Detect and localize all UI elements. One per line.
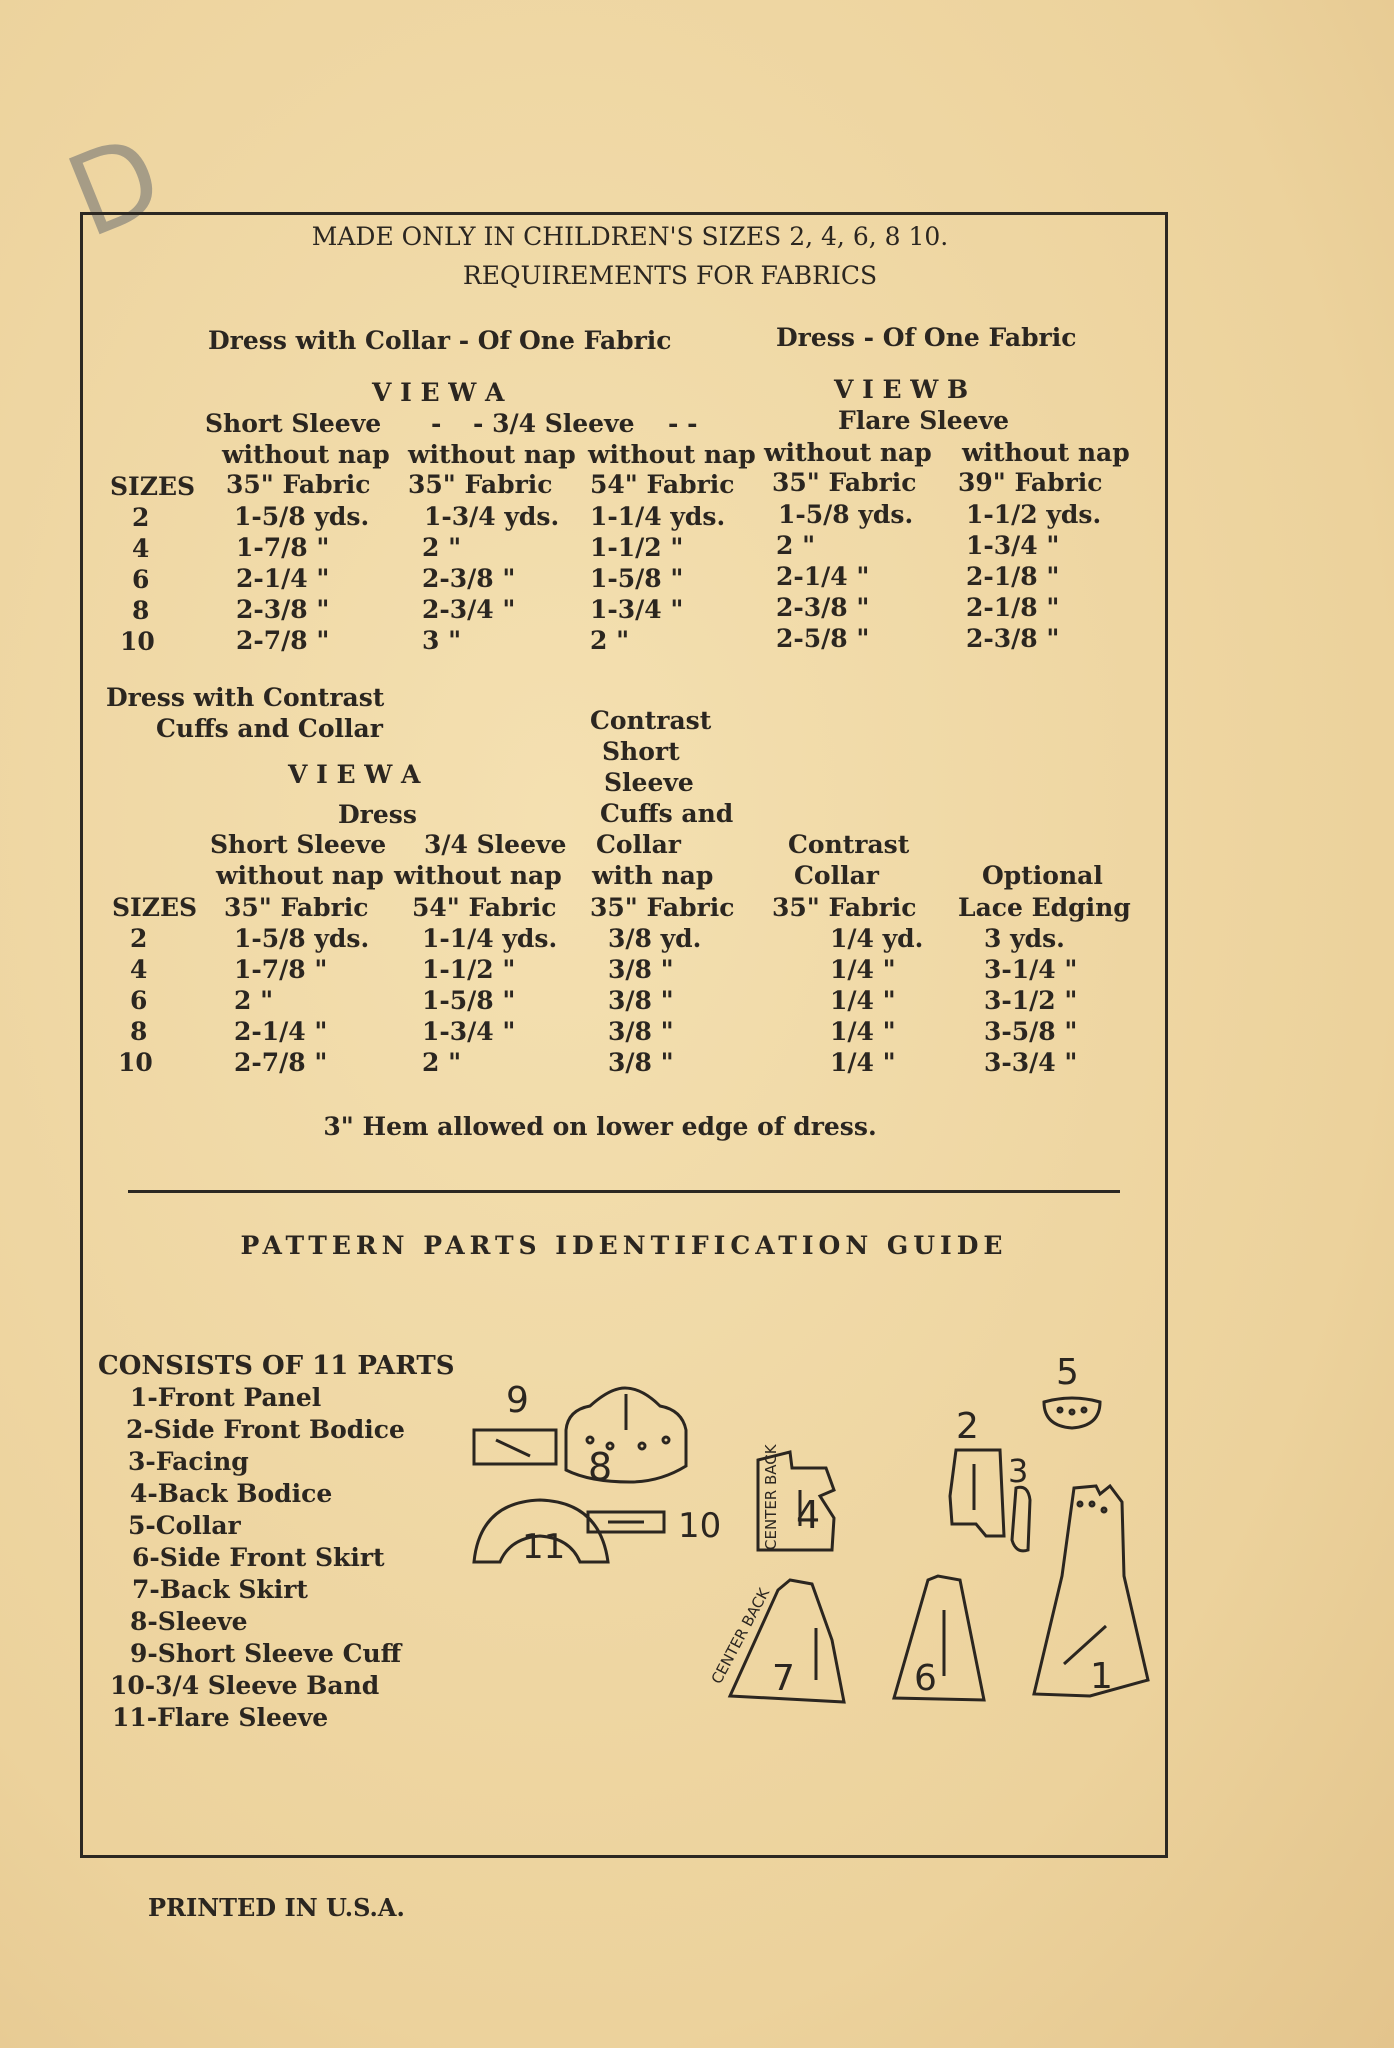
table1-fabric: 35" Fabric	[226, 470, 371, 499]
list-item: 2-Side Front Bodice	[126, 1415, 405, 1444]
piece-number: 4	[796, 1493, 821, 1537]
size-cell: 10	[118, 1048, 153, 1077]
value-cell: 2-3/4 "	[422, 595, 516, 624]
piece-number: 11	[522, 1527, 566, 1567]
value-cell: 3-3/4 "	[984, 1048, 1078, 1077]
piece-number: 9	[506, 1380, 529, 1421]
table1-three-quarter-sleeve: - 3/4 Sleeve	[473, 409, 635, 438]
piece-number: 5	[1056, 1352, 1079, 1393]
value-cell: 1-3/4 "	[422, 1017, 516, 1046]
table1-title-left: Dress with Collar - Of One Fabric	[208, 326, 672, 355]
piece-8-sleeve	[566, 1388, 686, 1489]
list-item: 9-Short Sleeve Cuff	[130, 1639, 402, 1668]
value-cell: 3-5/8 "	[984, 1017, 1078, 1046]
value-cell: 1-1/2 "	[422, 955, 516, 984]
table2-title: Cuffs and Collar	[156, 714, 383, 743]
value-cell: 2-3/8 "	[776, 593, 870, 622]
value-cell: 2-1/8 "	[966, 562, 1060, 591]
guide-title: PATTERN PARTS IDENTIFICATION GUIDE	[240, 1231, 1008, 1260]
requirements-title: REQUIREMENTS FOR FABRICS	[462, 261, 878, 290]
table1-nap: without nap	[962, 438, 1130, 467]
value-cell: 2-3/8 "	[422, 564, 516, 593]
size-cell: 2	[130, 924, 148, 953]
table1-nap: without nap	[588, 440, 756, 469]
list-item: 11-Flare Sleeve	[112, 1703, 329, 1732]
table2-fabric: 54" Fabric	[412, 893, 557, 922]
value-cell: 1-5/8 yds.	[778, 500, 914, 529]
table1-short-sleeve: Short Sleeve	[205, 409, 382, 438]
list-item: 7-Back Skirt	[132, 1575, 308, 1604]
table1-flare-sleeve: Flare Sleeve	[838, 406, 1010, 435]
table1-nap: without nap	[408, 440, 576, 469]
piece-number: 1	[1090, 1656, 1113, 1697]
value-cell: 3/8 "	[608, 1048, 674, 1077]
value-cell: 2-1/4 "	[776, 562, 870, 591]
value-cell: 3/8 "	[608, 1017, 674, 1046]
parts-count: CONSISTS OF 11 PARTS	[98, 1351, 455, 1381]
value-cell: 1/4 "	[830, 955, 896, 984]
size-cell: 2	[132, 503, 150, 532]
value-cell: 3/8 "	[608, 955, 674, 984]
list-item: 4-Back Bodice	[130, 1479, 333, 1508]
piece-2-side-front-bodice	[950, 1406, 1004, 1536]
piece-number: 6	[914, 1658, 937, 1699]
value-cell: 2-3/8 "	[236, 595, 330, 624]
value-cell: 2-5/8 "	[776, 624, 870, 653]
value-cell: 2 "	[422, 1048, 462, 1077]
list-item: 3-Facing	[128, 1447, 249, 1476]
table1-fabric: 54" Fabric	[590, 470, 735, 499]
value-cell: 2-1/4 "	[234, 1017, 328, 1046]
table1-fabric: 35" Fabric	[772, 468, 917, 497]
table2-fabric: 35" Fabric	[224, 893, 369, 922]
value-cell: 1-1/4 yds.	[590, 502, 726, 531]
sizes-note: MADE ONLY IN CHILDREN'S SIZES 2, 4, 6, 8 10.	[311, 222, 949, 251]
value-cell: 1-3/4 yds.	[424, 502, 560, 531]
value-cell: 2 "	[590, 626, 630, 655]
table2-title: Dress with Contrast	[106, 683, 385, 712]
piece-7-back-skirt	[708, 1580, 844, 1702]
piece-number: 2	[956, 1406, 979, 1447]
piece-number: 7	[772, 1658, 795, 1699]
table1-fabric: 35" Fabric	[408, 470, 553, 499]
table1-sizes-label: SIZES	[110, 472, 196, 501]
center-back-label: CENTER BACK	[762, 1444, 780, 1550]
contrast-stack: Sleeve	[604, 768, 694, 797]
collar-label: Collar	[794, 861, 879, 890]
piece-3-facing	[1008, 1452, 1030, 1551]
list-item: 5-Collar	[128, 1511, 241, 1540]
contrast-collar-label: Contrast	[788, 830, 910, 859]
value-cell: 1-5/8 "	[590, 564, 684, 593]
piece-1-front-panel	[1034, 1486, 1148, 1697]
piece-number: 8	[588, 1445, 613, 1489]
piece-9-short-sleeve-cuff	[474, 1380, 556, 1464]
contrast-stack: Short	[602, 737, 680, 766]
table1-dash: - -	[668, 409, 698, 438]
value-cell: 2 "	[234, 986, 274, 1015]
table1-fabric: 39" Fabric	[958, 468, 1103, 497]
value-cell: 3-1/4 "	[984, 955, 1078, 984]
value-cell: 1-5/8 yds.	[234, 924, 370, 953]
contrast-stack: Cuffs and	[600, 799, 734, 828]
center-back-label: CENTER BACK	[707, 1585, 774, 1687]
value-cell: 2-7/8 "	[236, 626, 330, 655]
table1-dash: -	[431, 409, 442, 438]
piece-5-collar	[1044, 1352, 1100, 1428]
value-cell: 1-5/8 "	[422, 986, 516, 1015]
size-cell: 6	[132, 565, 150, 594]
value-cell: 3/8 yd.	[608, 924, 702, 953]
table2-nap: without nap	[216, 861, 384, 890]
optional-label: Optional	[982, 861, 1103, 890]
contrast-stack: Contrast	[590, 706, 712, 735]
value-cell: 1-1/2 "	[590, 533, 684, 562]
hem-note: 3" Hem allowed on lower edge of dress.	[323, 1112, 877, 1141]
pattern-pieces-diagram	[460, 1340, 1160, 1730]
table1-view-b: V I E W B	[834, 375, 969, 404]
piece-number: 10	[678, 1506, 722, 1546]
value-cell: 3-1/2 "	[984, 986, 1078, 1015]
value-cell: 2-1/8 "	[966, 593, 1060, 622]
value-cell: 1/4 "	[830, 1017, 896, 1046]
table1-nap: without nap	[222, 440, 390, 469]
table2-fabric: Lace Edging	[958, 893, 1131, 922]
value-cell: 3/8 "	[608, 986, 674, 1015]
size-cell: 8	[132, 596, 150, 625]
value-cell: 2-1/4 "	[236, 564, 330, 593]
printed-footer: PRINTED IN U.S.A.	[148, 1893, 405, 1922]
contrast-stack: Collar	[596, 830, 681, 859]
value-cell: 3 "	[422, 626, 462, 655]
list-item: 1-Front Panel	[130, 1383, 322, 1412]
piece-4-back-bodice	[758, 1443, 834, 1550]
table2-short-sleeve: Short Sleeve	[210, 830, 387, 859]
value-cell: 1/4 "	[830, 986, 896, 1015]
value-cell: 2 "	[776, 531, 816, 560]
value-cell: 1-3/4 "	[966, 531, 1060, 560]
table2-sizes-label: SIZES	[112, 893, 198, 922]
table2-three-quarter-sleeve: 3/4 Sleeve	[424, 830, 567, 859]
section-divider	[128, 1190, 1120, 1193]
size-cell: 4	[130, 955, 148, 984]
table2-view-a: V I E W A	[288, 760, 421, 789]
contrast-stack: with nap	[592, 861, 714, 890]
piece-number: 3	[1008, 1452, 1029, 1490]
table2-dress: Dress	[338, 800, 417, 829]
table1-view-a: V I E W A	[372, 378, 505, 407]
size-cell: 4	[132, 534, 150, 563]
table1-nap: without nap	[764, 438, 932, 467]
value-cell: 1/4 "	[830, 1048, 896, 1077]
list-item: 6-Side Front Skirt	[132, 1543, 385, 1572]
value-cell: 1-7/8 "	[234, 955, 328, 984]
size-cell: 8	[130, 1017, 148, 1046]
piece-10-sleeve-band	[588, 1506, 721, 1546]
value-cell: 1-1/2 yds.	[966, 500, 1102, 529]
table2-fabric: 35" Fabric	[590, 893, 735, 922]
size-cell: 6	[130, 986, 148, 1015]
value-cell: 2-3/8 "	[966, 624, 1060, 653]
list-item: 8-Sleeve	[130, 1607, 248, 1636]
letter-stamp: D	[50, 110, 180, 264]
piece-6-side-front-skirt	[894, 1576, 984, 1700]
value-cell: 1-7/8 "	[236, 533, 330, 562]
value-cell: 1-5/8 yds.	[234, 502, 370, 531]
value-cell: 2 "	[422, 533, 462, 562]
value-cell: 1-1/4 yds.	[422, 924, 558, 953]
size-cell: 10	[120, 627, 155, 656]
list-item: 10-3/4 Sleeve Band	[110, 1671, 380, 1700]
table2-nap: without nap	[394, 861, 562, 890]
table1-title-right: Dress - Of One Fabric	[776, 323, 1077, 352]
table2-fabric: 35" Fabric	[772, 893, 917, 922]
value-cell: 1/4 yd.	[830, 924, 924, 953]
value-cell: 1-3/4 "	[590, 595, 684, 624]
value-cell: 3 yds.	[984, 924, 1065, 953]
value-cell: 2-7/8 "	[234, 1048, 328, 1077]
